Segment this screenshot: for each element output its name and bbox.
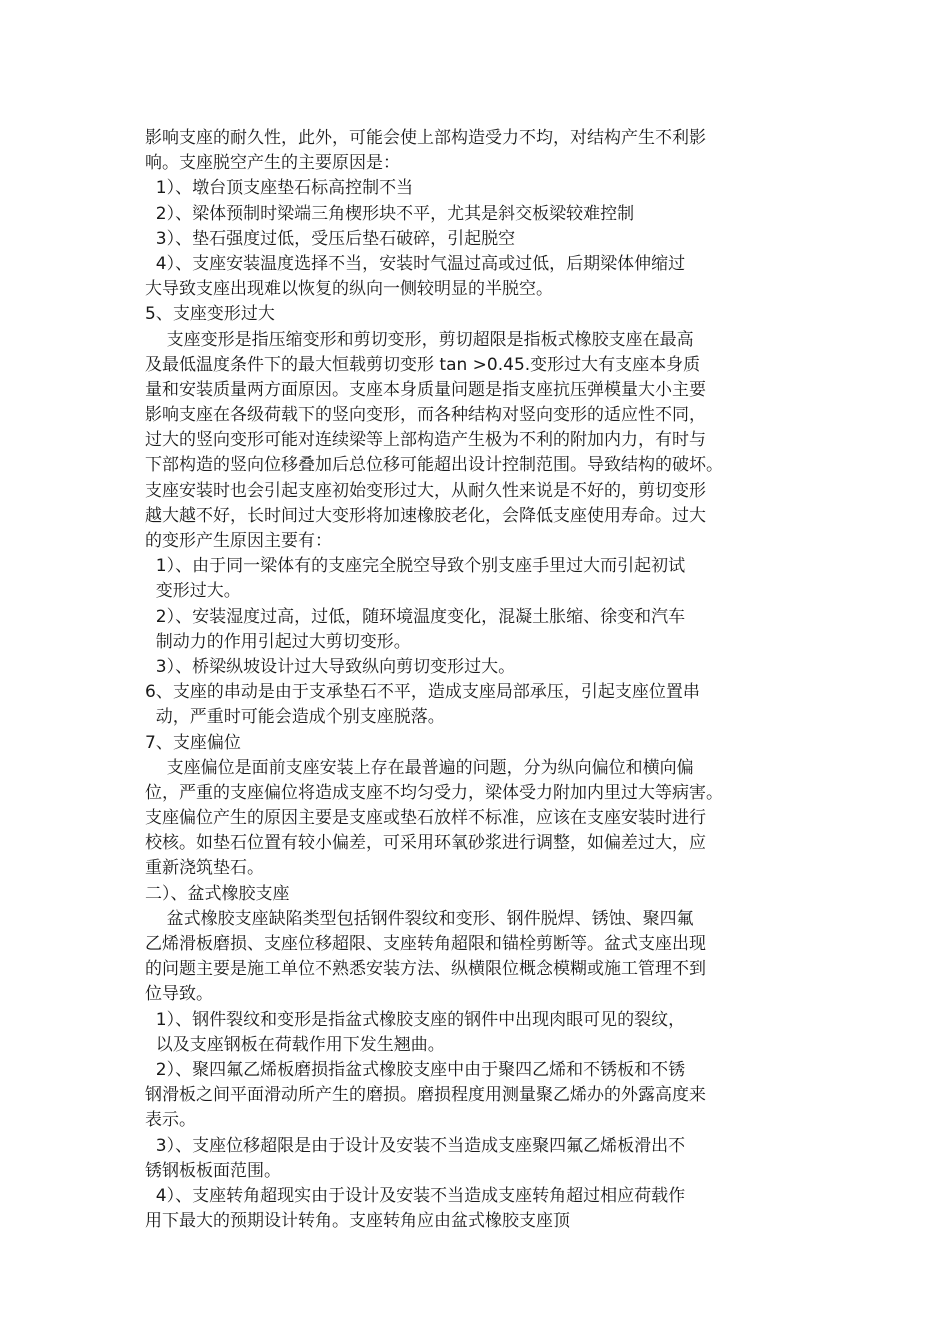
text-line: 盆式橡胶支座缺陷类型包括钢件裂纹和变形、钢件脱焊、锈蚀、聚四氟 [145,908,694,929]
text-line: 重新浇筑垫石。 [145,858,264,879]
document-body [145,126,825,1234]
text-line: 1）、由于同一梁体有的支座完全脱空导致个别支座手里过大而引起初试 [145,556,686,577]
text-line: 制动力的作用引起过大剪切变形。 [145,631,411,652]
text-line: 位，严重的支座偏位将造成支座不均匀受力，梁体受力附加内里过大等病害。 [145,782,723,803]
text-line: 支座偏位产生的原因主要是支座或垫石放样不标准，应该在支座安装时进行 [145,808,706,829]
text-line: 钢滑板之间平面滑动所产生的磨损。磨损程度用测量聚乙烯办的外露高度来 [145,1085,706,1106]
text-line: 4）、支座转角超现实由于设计及安装不当造成支座转角超过相应荷载作 [145,1185,686,1206]
section-heading: 6、支座的串动是由于支承垫石不平，造成支座局部承压，引起支座位置串 [145,682,700,703]
text-line: 越大越不好，长时间过大变形将加速橡胶老化，会降低支座使用寿命。过大 [145,505,706,526]
text-line: 3）、垫石强度过低，受压后垫石破碎，引起脱空 [145,228,516,249]
text-line: 2）、聚四氟乙烯板磨损指盆式橡胶支座中由于聚四乙烯和不锈板和不锈 [145,1059,686,1080]
text-line: 动，严重时可能会造成个别支座脱落。 [145,707,445,728]
text-line: 2）、安装湿度过高，过低，随环境温度变化，混凝土胀缩、徐变和汽车 [145,606,686,627]
text-line: 4）、支座安装温度选择不当，安装时气温过高或过低，后期梁体伸缩过 [145,253,686,274]
text-line: 影响支座的耐久性，此外，可能会使上部构造受力不均，对结构产生不利影 [145,128,706,148]
text-line: 变形过大。 [145,581,241,602]
text-line: 支座偏位是面前支座安装上存在最普遍的问题，分为纵向偏位和横向偏 [145,757,694,778]
section-heading: 二）、盆式橡胶支座 [145,883,290,904]
text-line: 下部构造的竖向位移叠加后总位移可能超出设计控制范围。导致结构的破坏。 [145,455,723,476]
text-line: 的变形产生原因主要有： [145,531,332,551]
section-heading: 5、支座变形过大 [145,304,275,325]
text-line: 支座变形是指压缩变形和剪切变形，剪切超限是指板式橡胶支座在最高 [145,329,694,350]
text-line: 的问题主要是施工单位不熟悉安装方法、纵横限位概念模糊或施工管理不到 [145,959,706,980]
text-line: 过大的竖向变形可能对连续梁等上部构造产生极为不利的附加内力，有时与 [145,430,706,451]
text-line: 支座安装时也会引起支座初始变形过大，从耐久性来说是不好的，剪切变形 [145,480,706,501]
text-line: 乙烯滑板磨损、支座位移超限、支座转角超限和锚栓剪断等。盆式支座出现 [145,934,706,954]
text-line: 用下最大的预期设计转角。支座转角应由盆式橡胶支座顶 [145,1211,570,1232]
text-line: 位导致。 [145,984,213,1005]
text-line: 影响支座在各级荷载下的竖向变形，而各种结构对竖向变形的适应性不同， [145,405,706,426]
text-line: 大导致支座出现难以恢复的纵向一侧较明显的半脱空。 [145,279,553,300]
text-line: 校核。如垫石位置有较小偏差，可采用环氧砂浆进行调整，如偏差过大，应 [145,833,706,854]
section-heading: 7、支座偏位 [145,732,241,753]
text-line: 锈钢板板面范围。 [145,1160,281,1181]
text-line: 2）、梁体预制时梁端三角楔形块不平，尤其是斜交板梁较难控制 [145,203,635,224]
text-line: 3）、支座位移超限是由于设计及安装不当造成支座聚四氟乙烯板滑出不 [145,1135,686,1156]
text-line: 及最低温度条件下的最大恒载剪切变形 tan >0.45.变形过大有支座本身质 [145,354,701,375]
text-line: 1）、墩台顶支座垫石标高控制不当 [145,178,414,199]
text-line: 3）、桥梁纵坡设计过大导致纵向剪切变形过大。 [145,656,516,677]
text-line: 量和安装质量两方面原因。支座本身质量问题是指支座抗压弹模量大小主要 [145,379,706,400]
text-line: 以及支座钢板在荷载作用下发生翘曲。 [145,1034,445,1055]
text-line: 1）、钢件裂纹和变形是指盆式橡胶支座的钢件中出现肉眼可见的裂纹， [145,1009,686,1030]
text-line: 表示。 [145,1110,196,1131]
text-line: 响。支座脱空产生的主要原因是： [145,153,400,174]
